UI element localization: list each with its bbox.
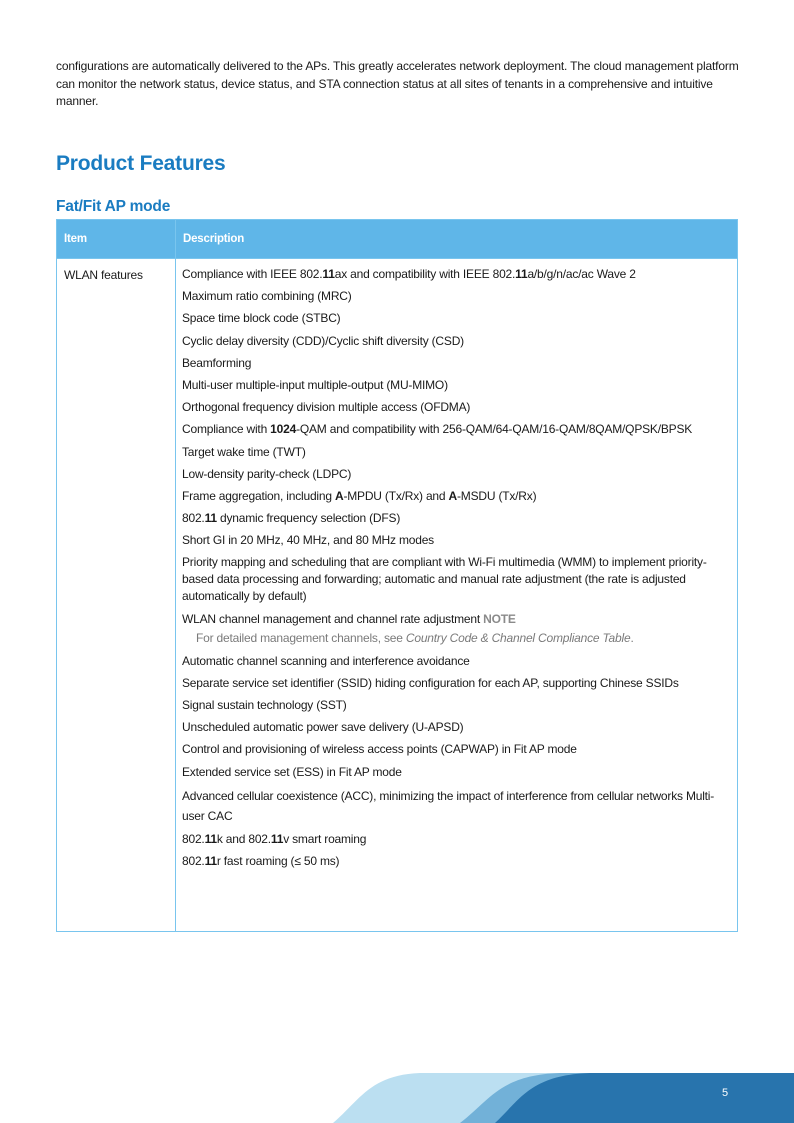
feature-line: Advanced cellular coexistence (ACC), minimizing the impact of interference from cellular networks Multi-user CAC [182,788,715,823]
feature-line: Target wake time (TWT) [182,444,306,459]
features-table [56,219,738,932]
note-suffix: . [630,631,634,646]
feature-line: 802.11 dynamic frequency selection (DFS) [182,511,401,526]
footer-wave-decoration [0,1070,794,1123]
feature-line: Orthogonal frequency division multiple access (OFDMA) [182,400,471,415]
feature-line: Unscheduled automatic power save delivery (U-APSD) [182,720,464,735]
feature-line: Space time block code (STBC) [182,311,341,326]
feature-line [182,611,731,628]
note-prefix: For detailed management channels, see [196,631,406,646]
feature-line: Frame aggregation, including A-MPDU (Tx/Rx) and A-MSDU (Tx/Rx) [182,488,537,503]
feature-line: 802.11r fast roaming (≤ 50 ms) [182,854,340,869]
feature-line: Separate service set identifier (SSID) hiding configuration for each AP, supporting Chinese SSIDs [182,675,679,690]
table-header-row [57,220,738,259]
description-cell [176,259,738,932]
table-row [57,259,738,932]
feature-line: 802.11k and 802.11v smart roaming [182,831,367,846]
feature-line: Automatic channel scanning and interference avoidance [182,653,470,668]
note-label: NOTE [483,611,516,626]
item-cell: WLAN features [57,259,176,932]
feature-line: Maximum ratio combining (MRC) [182,289,352,304]
feature-line: Priority mapping and scheduling that are compliant with Wi-Fi multimedia (WMM) to implement priority-based data processing and forwarding; automatic and manual rate adjustment (the rate is adjusted automatically by default) [182,555,707,604]
section-title: Product Features [56,152,226,175]
feature-line: Beamforming [182,355,252,370]
page-number: 5 [722,1087,729,1099]
feature-line: Low-density parity-check (LDPC) [182,466,352,481]
feature-line: Extended service set (ESS) in Fit AP mode [182,764,402,779]
feature-line: Compliance with 1024-QAM and compatibility with 256-QAM/64-QAM/16-QAM/8QAM/QPSK/BPSK [182,422,693,437]
feature-line: Short GI in 20 MHz, 40 MHz, and 80 MHz modes [182,533,434,548]
feature-line: Cyclic delay diversity (CDD)/Cyclic shift diversity (CSD) [182,333,464,348]
header-description: Description [176,220,738,259]
note-body [182,630,731,647]
feature-line: Compliance with IEEE 802.11ax and compatibility with IEEE 802.11a/b/g/n/ac/ac Wave 2 [182,267,636,281]
subsection-title: Fat/Fit AP mode [56,198,171,215]
intro-paragraph: configurations are automatically delivered to the APs. This greatly accelerates network deployment. The cloud management platform can monitor the network status, device status, and STA connection status at all sites of tenants in a comprehensive and intuitive manner. [56,59,739,108]
header-item: Item [57,220,176,259]
feature-line: Signal sustain technology (SST) [182,697,347,712]
feature-line: Multi-user multiple-input multiple-output (MU-MIMO) [182,377,448,392]
feature-line: Control and provisioning of wireless access points (CAPWAP) in Fit AP mode [182,742,577,757]
feature-text: WLAN channel management and channel rate adjustment [182,611,480,626]
note-reference: Country Code & Channel Compliance Table [405,631,631,646]
